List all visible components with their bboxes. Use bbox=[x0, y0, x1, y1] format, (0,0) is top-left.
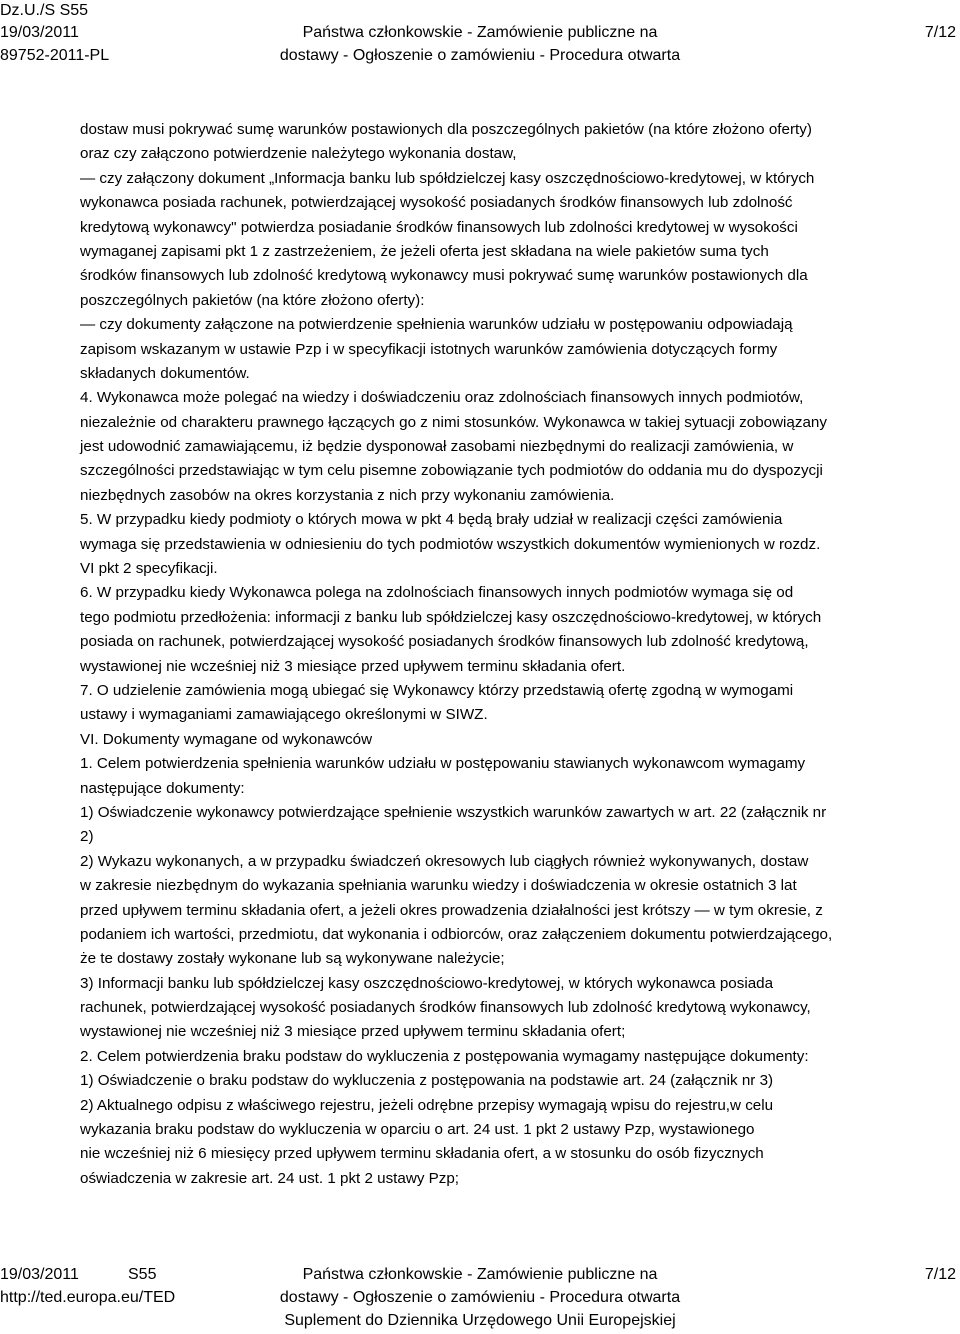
body-line: 5. W przypadku kiedy podmioty o których mowa w pkt 4 będą brały udział w realizacji części zamówienia bbox=[80, 511, 783, 529]
body-line: dostaw musi pokrywać sumę warunków postawionych dla poszczególnych pakietów (na które złożono oferty) bbox=[80, 121, 812, 138]
body-line: zapisom wskazanym w ustawie Pzp i w specyfikacji istotnych warunków zamówienia dotyczących formy bbox=[80, 340, 778, 358]
body-line: wykonawca posiada rachunek, potwierdzającej wysokość posiadanych środków finansowych lub zdolność bbox=[80, 194, 793, 212]
body-line: niezależnie od charakteru prawnego łączących go z nimi stosunków. Wykonawca w takiej sytuacji zobowiązany bbox=[80, 413, 827, 431]
body-line: szczególności przedstawiając w tym celu pisemne zobowiązanie tych podmiotów do oddania mu do dyspozycji bbox=[80, 462, 823, 480]
header-date: 19/03/2011 bbox=[0, 24, 79, 41]
body-line: 1) Oświadczenie wykonawcy potwierdzające spełnienie wszystkich warunków zawartych w art. 22 (załącznik nr bbox=[80, 803, 827, 821]
body-line: poszczególnych pakietów (na które złożono oferty): bbox=[80, 291, 425, 309]
body-line: — czy dokumenty załączone na potwierdzenie spełnienia warunków udziału w postępowaniu odpowiadają bbox=[80, 316, 793, 334]
body-line: wymaganej zapisami pkt 1 z zastrzeżeniem, że jeżeli oferta jest składana na wiele pakietów suma tych bbox=[80, 242, 769, 260]
footer-title-line3: Suplement do Dziennika Urzędowego Unii Europejskiej bbox=[284, 1312, 676, 1329]
document-body bbox=[80, 118, 956, 1191]
body-line: 2. Celem potwierdzenia braku podstaw do wykluczenia z postępowania wymagamy następujące dokumenty: bbox=[80, 1047, 809, 1065]
body-line: 2) Wykazu wykonanych, a w przypadku świadczeń okresowych lub ciągłych również wykonywanych, dostaw bbox=[80, 852, 809, 870]
body-line: 3) Informacji banku lub spółdzielczej kasy oszczędnościowo-kredytowej, w których wykonawca posiada bbox=[80, 974, 774, 992]
body-line: 7. O udzielenie zamówienia mogą ubiegać się Wykonawcy którzy przedstawią ofertę zgodną w wymogami bbox=[80, 681, 794, 699]
body-line: że te dostawy zostały wykonane lub są wykonywane należycie; bbox=[80, 950, 505, 968]
body-line: wymaga się przedstawienia w odniesieniu do tych podmiotów wszystkich dokumentów wymienionych w rozdz. bbox=[80, 535, 821, 553]
doc-ref: Dz.U./S S55 bbox=[0, 2, 89, 19]
body-line: przed upływem terminu składania ofert, a jeżeli okres prowadzenia działalności jest krótszy — w tym okresie, z bbox=[80, 901, 823, 919]
body-line: 1) Oświadczenie o braku podstaw do wykluczenia z postępowania na podstawie art. 24 (załącznik nr 3) bbox=[80, 1072, 774, 1090]
body-line: ustawy i wymaganiami zamawiającego określonymi w SIWZ. bbox=[80, 706, 488, 724]
body-line: 4. Wykonawca może polegać na wiedzy i doświadczeniu oraz zdolnościach finansowych innych podmiotów, bbox=[80, 389, 804, 407]
body-line: — czy załączony dokument „Informacja banku lub spółdzielczej kasy oszczędnościowo-kredytowej, w których bbox=[80, 169, 815, 187]
body-line: VI pkt 2 specyfikacji. bbox=[80, 560, 218, 578]
body-line: 6. W przypadku kiedy Wykonawca polega na zdolnościach finansowych innych podmiotów wymaga się od bbox=[80, 584, 794, 602]
body-line: składanych dokumentów. bbox=[80, 364, 250, 382]
body-line: nie wcześniej niż 6 miesięcy przed upływem terminu składania ofert, a w stosunku do osób fizycznych bbox=[80, 1145, 764, 1163]
body-line: oraz czy załączono potwierdzenie należytego wykonania dostaw, bbox=[80, 145, 517, 163]
notice-id: 89752-2011-PL bbox=[0, 47, 110, 64]
body-line: kredytową wykonawcy" potwierdza posiadanie środków finansowych lub zdolności kredytowej w wysokości bbox=[80, 218, 798, 236]
header-title-line2: dostawy - Ogłoszenie o zamówieniu - Procedura otwarta bbox=[279, 47, 681, 64]
footer-page-number: 7/12 bbox=[924, 1266, 956, 1283]
body-line: niezbędnych zasobów na okres korzystania z nich przy wykonaniu zamówienia. bbox=[80, 486, 615, 504]
footer-title-line1: Państwa członkowskie - Zamówienie publiczne na bbox=[302, 1266, 658, 1283]
footer-url[interactable]: http://ted.europa.eu/TED bbox=[0, 1289, 176, 1306]
body-line: wystawionej nie wcześniej niż 3 miesiące przed upływem terminu składania ofert. bbox=[80, 657, 626, 675]
body-line: 2) Aktualnego odpisu z właściwego rejestru, jeżeli odrębne przepisy wymagają wpisu do rejestru,w celu bbox=[80, 1096, 774, 1114]
body-line: wykazania braku podstaw do wykluczenia w oparciu o art. 24 ust. 1 pkt 2 ustawy Pzp, wystawionego bbox=[80, 1121, 755, 1139]
body-line: jest udowodnić zamawiającemu, iż będzie dysponował zasobami niezbędnymi do realizacji zamówienia, w bbox=[80, 438, 794, 456]
body-line: podaniem ich wartości, przedmiotu, dat wykonania i odbiorców, oraz załączeniem dokumentu potwierdzającego, bbox=[80, 925, 833, 943]
body-line: następujące dokumenty: bbox=[80, 779, 245, 797]
footer-series: S55 bbox=[128, 1266, 157, 1283]
header-page-number: 7/12 bbox=[924, 24, 956, 41]
body-line: 1. Celem potwierdzenia spełnienia warunków udziału w postępowaniu stawianych wykonawcom wymagamy bbox=[80, 755, 806, 773]
body-line: wystawionej nie wcześniej niż 3 miesiące przed upływem terminu składania ofert; bbox=[80, 1023, 626, 1041]
body-line: środków finansowych lub zdolność kredytową wykonawcy musi pokrywać sumę warunków postawionych dla bbox=[80, 267, 808, 285]
body-line: posiada on rachunek, potwierdzającej wysokość posiadanych środków finansowych lub zdolność kredytową, bbox=[80, 633, 809, 651]
body-line: VI. Dokumenty wymagane od wykonawców bbox=[80, 730, 373, 748]
body-line: w zakresie niezbędnym do wykazania spełniania warunku wiedzy i doświadczenia w okresie ostatnich 3 lat bbox=[80, 877, 797, 895]
footer-title-line2: dostawy - Ogłoszenie o zamówieniu - Procedura otwarta bbox=[279, 1289, 681, 1306]
header-title-line1: Państwa członkowskie - Zamówienie publiczne na bbox=[302, 24, 658, 41]
body-line: 2) bbox=[80, 828, 94, 846]
body-line: tego podmiotu przedłożenia: informacji z banku lub spółdzielczej kasy oszczędnościowo-kredytowej, w których bbox=[80, 608, 822, 626]
body-line: oświadczenia w zakresie art. 24 ust. 1 pkt 2 ustawy Pzp; bbox=[80, 1169, 460, 1187]
footer-date: 19/03/2011 bbox=[0, 1266, 79, 1283]
body-line: rachunek, potwierdzającej wysokość posiadanych środków finansowych lub zdolność kredytową wykonawcy, bbox=[80, 999, 811, 1017]
